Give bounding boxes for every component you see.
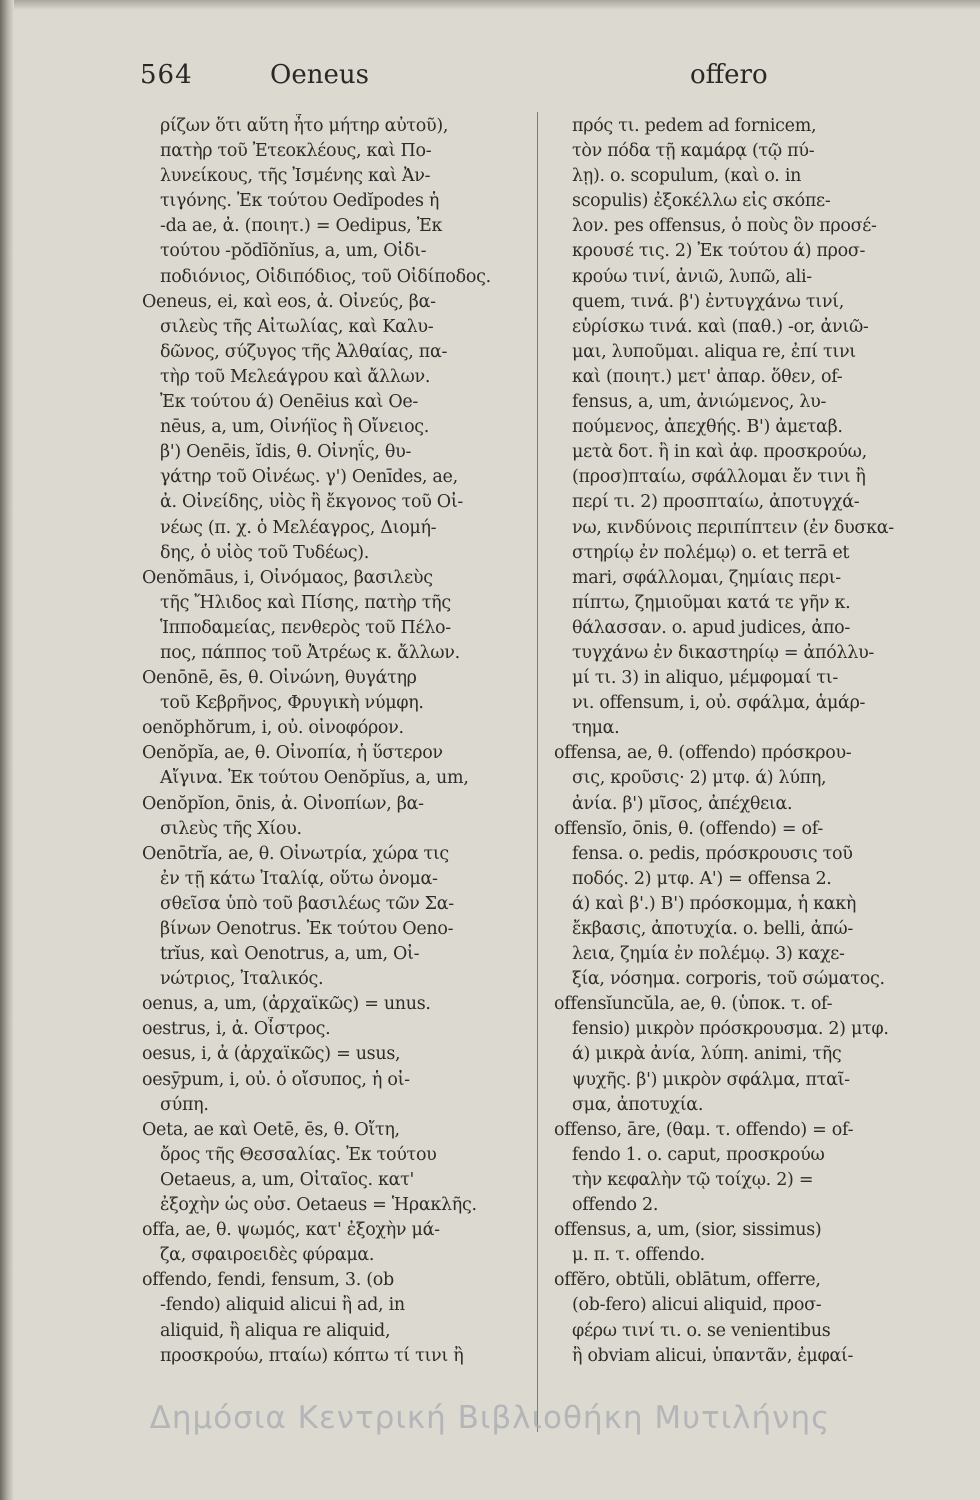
text-line: δης, ὁ υἱὸς τοῦ Τυδέως). bbox=[160, 542, 370, 563]
text-line: offenso, āre, (θαμ. τ. offendo) = of- bbox=[554, 1119, 854, 1140]
text-line: στηρίῳ ἐν πολέμῳ) o. et terrā et bbox=[572, 542, 850, 563]
text-line: Ἱπποδαμείας, πενθερὸς τοῦ Πέλο- bbox=[160, 617, 451, 638]
text-line: nēus, a, um, Οἰνήϊος ἢ Οἴνειος. bbox=[160, 417, 430, 438]
text-line: λῃ). o. scopulum, (καὶ o. in bbox=[572, 166, 802, 187]
text-line: πούμενος, ἀπεχθής. Β') ἀμεταβ. bbox=[572, 417, 843, 438]
text-line: γάτηρ τοῦ Οἰνέως. γ') Oenīdes, ae, bbox=[160, 467, 458, 488]
text-line: ά) μικρὰ ἀνία, λύπη. animi, τῆς bbox=[572, 1044, 842, 1065]
text-line: fensa. o. pedis, πρόσκρουσις τοῦ bbox=[572, 843, 853, 864]
right-running-head: offero bbox=[690, 60, 768, 90]
text-line: ἐξοχὴν ὡς οὐσ. Oetaeus = Ἡρακλῆς. bbox=[160, 1195, 477, 1216]
text-line: λον. pes offensus, ὁ ποὺς ὃν προσέ- bbox=[572, 216, 877, 237]
text-line: καὶ (ποιητ.) μετ' ἀπαρ. ὅθεν, of- bbox=[572, 366, 843, 387]
text-line: Oenŏpĭa, ae, θ. Οἰνοπία, ἡ ὕστερον bbox=[142, 743, 443, 764]
text-line: φέρω τινί τι. o. se venientibus bbox=[572, 1320, 831, 1341]
text-line: προσκρούω, πταίω) κόπτω τί τινι ἢ bbox=[160, 1345, 464, 1366]
text-line: oestrus, i, ἀ. Οἶστρος. bbox=[142, 1019, 331, 1040]
text-line: Oeta, ae καὶ Oetē, ēs, θ. Οἴτη, bbox=[142, 1119, 400, 1140]
text-line: μετὰ δοτ. ἢ in καὶ ἀφ. προσκρούω, bbox=[572, 442, 867, 463]
text-line: τὴν κεφαλὴν τῷ τοίχῳ. 2) = bbox=[572, 1169, 814, 1190]
left-column bbox=[142, 114, 518, 1379]
text-line: scopulis) ἐξοκέλλω εἰς σκόπε- bbox=[572, 191, 831, 212]
text-line: σύπη. bbox=[160, 1094, 209, 1115]
text-line: ποδός. 2) μτφ. Α') = offensa 2. bbox=[572, 868, 832, 889]
text-line: κρουσέ τις. 2) Ἐκ τούτου ά) προσ- bbox=[572, 241, 866, 262]
text-line: θάλασσαν. o. apud judices, ἀπο- bbox=[572, 617, 850, 638]
text-line: σις, κροῦσις· 2) μτφ. ά) λύπη, bbox=[572, 768, 827, 789]
text-line: offensĭo, ōnis, θ. (offendo) = of- bbox=[554, 818, 823, 839]
text-line: τούτου -pŏdīŏnĭus, a, um, Οἰδι- bbox=[160, 241, 427, 262]
text-line: fensus, a, um, ἀνιώμενος, λυ- bbox=[572, 392, 827, 413]
text-line: τημα. bbox=[572, 718, 620, 739]
text-line: βίνων Oenotrus. Ἐκ τούτου Oeno- bbox=[160, 919, 454, 939]
text-line: oesȳpum, i, οὐ. ὁ οἴσυπος, ἡ οἰ- bbox=[142, 1069, 410, 1090]
text-line: νέως (π. χ. ὁ Μελέαγρος, Διομή- bbox=[160, 517, 437, 538]
text-line: trĭus, καὶ Oenotrus, a, um, Οἰ- bbox=[160, 944, 420, 965]
text-line: (προσ)πταίω, σφάλλομαι ἔν τινι ἢ bbox=[572, 467, 866, 488]
text-line: (ob-fero) alicui aliquid, προσ- bbox=[572, 1295, 822, 1316]
text-line: δῶνος, σύζυγος τῆς Ἀλθαίας, πα- bbox=[160, 341, 448, 362]
text-line: λεια, ζημία ἐν πολέμῳ. 3) καχε- bbox=[572, 944, 845, 965]
left-running-head: Oeneus bbox=[270, 60, 369, 90]
text-line: fendo 1. o. caput, προσκρούω bbox=[572, 1144, 825, 1165]
text-line: Oenŏpĭon, ōnis, ἀ. Οἰνοπίων, βα- bbox=[142, 793, 424, 814]
text-line: oenus, a, um, (ἀρχαϊκῶς) = unus. bbox=[142, 994, 431, 1015]
text-line: ἀνία. β') μῖσος, ἀπέχθεια. bbox=[572, 793, 793, 814]
text-line: κρούω τινί, ἀνιῶ, λυπῶ, ali- bbox=[572, 266, 812, 287]
text-line: πος, πάππος τοῦ Ἀτρέως κ. ἄλλων. bbox=[160, 642, 460, 663]
text-line: μαι, λυποῦμαι. aliqua re, ἐπί τινι bbox=[572, 341, 856, 362]
text-line: -da ae, ἀ. (ποιητ.) = Oedipus, Ἐκ bbox=[160, 216, 443, 237]
text-line: mari, σφάλλομαι, ζημίαις περι- bbox=[572, 567, 841, 588]
text-line: offensa, ae, θ. (offendo) πρόσκρου- bbox=[554, 743, 852, 764]
page-header bbox=[130, 60, 850, 100]
text-line: quem, τινά. β') ἐντυγχάνω τινί, bbox=[572, 291, 844, 312]
text-line: Αἴγινα. Ἐκ τούτου Oenŏpĭus, a, um, bbox=[160, 768, 469, 789]
text-line: τῆς Ἤλιδος καὶ Πίσης, πατὴρ τῆς bbox=[160, 592, 451, 613]
text-line: περί τι. 2) προσπταίω, ἀποτυγχά- bbox=[572, 492, 860, 513]
right-column bbox=[554, 114, 924, 1379]
text-line: σιλεὺς τῆς Αἰτωλίας, καὶ Καλυ- bbox=[160, 316, 434, 337]
text-line: τυγχάνω ἐν δικαστηρίῳ = ἀπόλλυ- bbox=[572, 642, 875, 663]
text-line: τὴρ τοῦ Μελεάγρου καὶ ἄλλων. bbox=[160, 366, 431, 387]
text-line: offensĭuncŭla, ae, θ. (ὑποκ. τ. of- bbox=[554, 994, 833, 1015]
text-line: Oeneus, ei, καὶ eos, ἀ. Οἰνεύς, βα- bbox=[142, 291, 436, 312]
text-line: Oenŏmāus, i, Οἰνόμαος, βασιλεὺς bbox=[142, 567, 433, 588]
text-line: τὸν πόδα τῇ καμάρᾳ (τῷ πύ- bbox=[572, 141, 815, 162]
text-line: offensus, a, um, (sior, sissimus) bbox=[554, 1220, 822, 1241]
text-line: -fendo) aliquid alicui ἢ ad, in bbox=[160, 1295, 405, 1316]
text-line: σιλεὺς τῆς Χίου. bbox=[160, 818, 302, 839]
page-number: 564 bbox=[140, 60, 193, 90]
text-line: πατὴρ τοῦ Ἐτεοκλέους, καὶ Πο- bbox=[160, 141, 432, 162]
text-line: oenŏphŏrum, i, οὐ. οἰνοφόρον. bbox=[142, 718, 404, 739]
text-line: πρός τι. pedem ad fornicem, bbox=[572, 116, 817, 136]
text-line: νω, κινδύνοις περιπίπτειν (ἐν δυσκα- bbox=[572, 517, 894, 538]
text-line: ά) καὶ β'.) Β') πρόσκομμα, ἡ κακὴ bbox=[572, 893, 857, 914]
library-watermark: Δημόσια Κεντρική Βιβλιοθήκη Μυτιλήνης bbox=[149, 1400, 831, 1436]
text-line: offendo, fendi, fensum, 3. (ob bbox=[142, 1270, 394, 1291]
text-line: ἀ. Οἰνείδης, υἱὸς ἢ ἔκγονος τοῦ Οἰ- bbox=[160, 492, 464, 513]
text-line: Oetaeus, a, um, Οἰταῖος. κατ' bbox=[160, 1169, 415, 1190]
text-line: Ἐκ τούτου ά) Oenēius καὶ Oe- bbox=[160, 392, 419, 413]
text-line: ὄρος τῆς Θεσσαλίας. Ἐκ τούτου bbox=[160, 1144, 437, 1165]
text-line: σμα, ἀποτυχία. bbox=[572, 1094, 704, 1115]
text-line: Oenōtrĭa, ae, θ. Οἰνωτρία, χώρα τις bbox=[142, 843, 449, 864]
text-line: offendo 2. bbox=[572, 1195, 659, 1216]
text-line: πίπτω, ζημιοῦμαι κατά τε γῆν κ. bbox=[572, 592, 851, 613]
text-line: μ. π. τ. offendo. bbox=[572, 1245, 705, 1266]
text-line: τιγόνης. Ἐκ τούτου Oedĭpodes ἡ bbox=[160, 191, 440, 212]
text-line: aliquid, ἢ aliqua re aliquid, bbox=[160, 1320, 391, 1341]
page-top-edge bbox=[0, 0, 980, 10]
text-line: β') Oenēis, ĭdis, θ. Οἰνηΐς, θυ- bbox=[160, 442, 412, 463]
text-line: λυνείκους, τῆς Ἰσμένης καὶ Ἀν- bbox=[160, 166, 431, 187]
text-line: offĕro, obtŭli, oblātum, offerre, bbox=[554, 1270, 821, 1291]
text-line: νι. offensum, i, οὐ. σφάλμα, ἁμάρ- bbox=[572, 693, 866, 714]
text-line: εὑρίσκω τινά. καὶ (παθ.) -or, ἀνιῶ- bbox=[572, 316, 869, 337]
text-line: ψυχῆς. β') μικρὸν σφάλμα, πταῖ- bbox=[572, 1069, 850, 1090]
text-line: ξία, νόσημα. corporis, τοῦ σώματος. bbox=[572, 969, 885, 990]
text-line: νώτριος, Ἰταλικός. bbox=[160, 969, 324, 990]
text-line: offa, ae, θ. ψωμός, κατ' ἐξοχὴν μά- bbox=[142, 1220, 440, 1241]
text-line: ἐν τῇ κάτω Ἰταλίᾳ, οὕτω ὀνομα- bbox=[160, 868, 438, 889]
column-divider bbox=[537, 112, 538, 1432]
text-line: ἢ obviam alicui, ὑπαντᾶν, ἐμφαί- bbox=[572, 1345, 854, 1366]
text-line: τοῦ Κεβρῆνος, Φρυγικὴ νύμφη. bbox=[160, 693, 424, 714]
text-line: σθεῖσα ὑπὸ τοῦ βασιλέως τῶν Σα- bbox=[160, 893, 454, 914]
text-line: ἔκβασις, ἀποτυχία. o. belli, ἀπώ- bbox=[572, 919, 854, 939]
text-line: ποδιόνιος, Οἰδιπόδιος, τοῦ Οἰδίποδος. bbox=[160, 266, 491, 287]
text-line: ρίζων ὅτι αὕτη ἦτο μήτηρ αὐτοῦ), bbox=[160, 116, 449, 136]
text-line: fensio) μικρὸν πρόσκρουσμα. 2) μτφ. bbox=[572, 1019, 889, 1040]
text-line: Oenōnē, ēs, θ. Οἰνώνη, θυγάτηρ bbox=[142, 668, 417, 689]
page-left-edge bbox=[0, 0, 14, 1500]
text-line: oesus, i, ἀ (ἀρχαϊκῶς) = usus, bbox=[142, 1044, 401, 1065]
text-line: ζα, σφαιροειδὲς φύραμα. bbox=[160, 1245, 375, 1266]
text-line: μί τι. 3) in aliquo, μέμφομαί τι- bbox=[572, 668, 838, 689]
